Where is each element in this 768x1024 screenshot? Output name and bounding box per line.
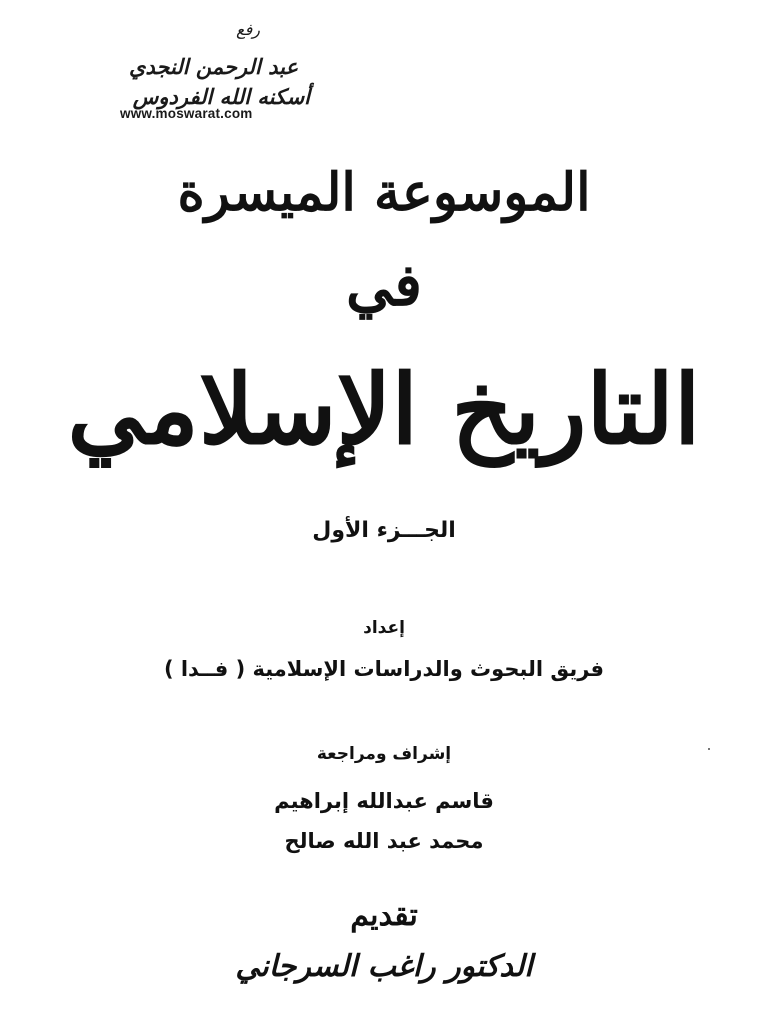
stamp-uploader-name: عبد الرحمن النجدي bbox=[128, 54, 298, 79]
stamp-website-url: www.moswarat.com bbox=[120, 106, 253, 121]
supervision-label: إشراف ومراجعة bbox=[316, 744, 452, 764]
prepared-by-label: إعداد bbox=[363, 618, 405, 638]
title-line-encyclopedia: الموسوعة الميسرة bbox=[177, 162, 591, 223]
research-team-name: فريق البحوث والدراسات الإسلامية ( فــدا ) bbox=[163, 657, 605, 681]
stamp-raf-text: رفع bbox=[236, 20, 260, 39]
volume-label: الجـــزء الأول bbox=[312, 518, 456, 543]
supervisor-name: قاسم عبدالله إبراهيم bbox=[274, 789, 494, 813]
scan-speck bbox=[708, 748, 710, 750]
title-line-in: في bbox=[345, 251, 423, 319]
stamp-uploader-prayer: أسكنه الله الفردوس bbox=[132, 84, 310, 109]
introduction-author: الدكتور راغب السرجاني bbox=[235, 949, 533, 984]
supervisor-name: محمد عبد الله صالح bbox=[284, 829, 484, 853]
introduction-label: تقديم bbox=[350, 898, 418, 933]
uploader-stamp bbox=[60, 18, 320, 128]
title-line-islamic-history: التاريخ الإسلامي bbox=[67, 353, 701, 466]
